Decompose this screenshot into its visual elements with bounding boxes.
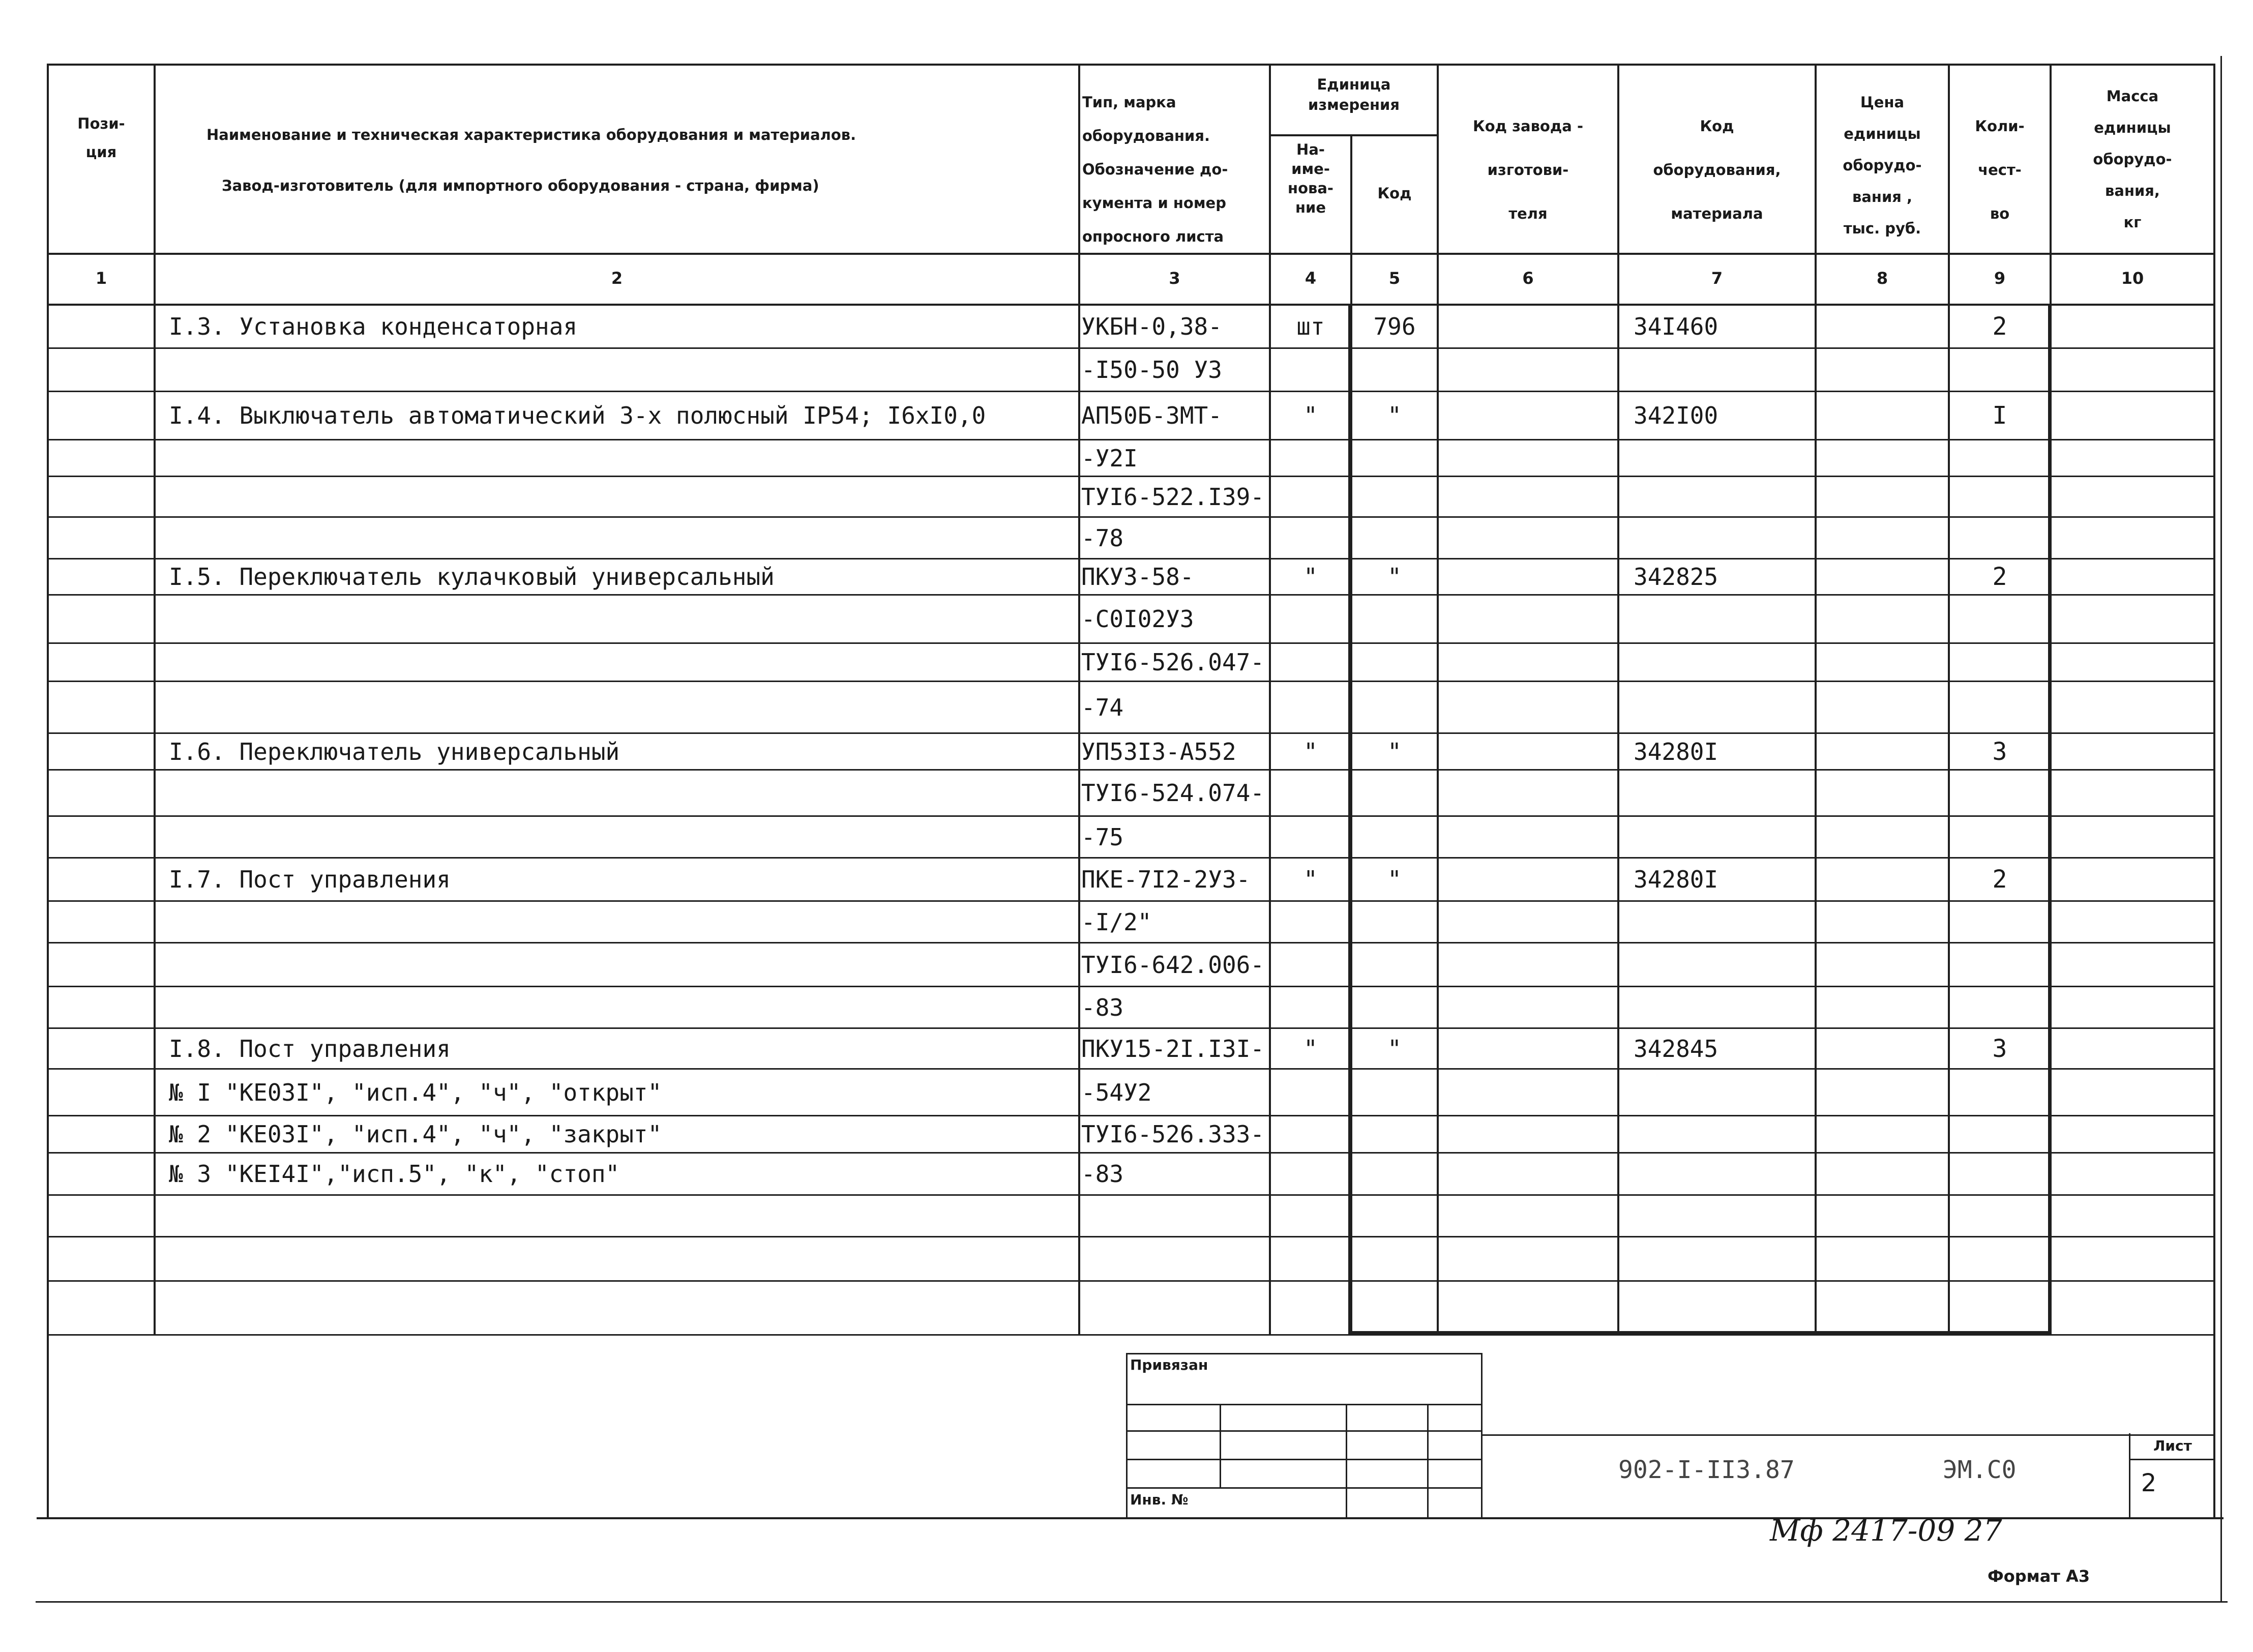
- row-unit: [1271, 771, 1350, 815]
- row-quantity: [1950, 902, 2050, 942]
- row-unit: [1271, 596, 1350, 642]
- row-quantity: [1950, 644, 2050, 681]
- row-quantity: [1950, 518, 2050, 558]
- row-equipment-code: 342845: [1634, 1035, 1718, 1063]
- row-name: [169, 349, 1074, 391]
- archive-stamp: Мф 2417-09 27: [1770, 1513, 2002, 1548]
- row-unit: ": [1303, 738, 1318, 765]
- col-number-2: 2: [611, 269, 623, 288]
- paper-format: Формат А3: [1988, 1567, 2090, 1586]
- inventory-label: Инв. №: [1130, 1491, 1189, 1508]
- row-quantity: [1950, 1238, 2050, 1280]
- row-unit-code: [1352, 1196, 1437, 1236]
- row-equipment-code: [1634, 596, 1812, 642]
- row-type: ТУI6-642.006-: [1081, 951, 1265, 979]
- row-unit: [1271, 441, 1350, 476]
- row-equipment-code: [1634, 1154, 1812, 1194]
- row-name: I.3. Установка конденсаторная: [169, 313, 578, 340]
- row-unit-code: 796: [1373, 313, 1416, 340]
- row-type: -75: [1081, 823, 1124, 851]
- col-number-5: 5: [1388, 269, 1401, 288]
- row-name: [169, 683, 1074, 732]
- row-name: [169, 1238, 1074, 1280]
- row-type: -83: [1081, 1160, 1124, 1188]
- row-divider: [47, 516, 2213, 518]
- row-equipment-code: [1634, 349, 1812, 391]
- row-divider: [47, 1194, 2213, 1196]
- row-type: [1081, 1282, 1267, 1334]
- row-quantity: [1950, 988, 2050, 1027]
- row-equipment-code: [1634, 1070, 1812, 1115]
- row-type: ТУI6-522.I39-: [1081, 483, 1265, 511]
- row-unit: шт: [1296, 313, 1325, 340]
- row-unit: [1271, 644, 1350, 681]
- linked-label: Привязан: [1130, 1356, 1208, 1373]
- row-unit: [1271, 817, 1350, 857]
- col-number-1: 1: [95, 269, 107, 288]
- row-type: АП50Б-3МТ-: [1081, 402, 1222, 429]
- header-equipment-code: Код оборудования, материала: [1653, 117, 1781, 222]
- row-unit-code: [1352, 988, 1437, 1027]
- row-name: I.8. Пост управления: [169, 1035, 451, 1063]
- row-divider: [47, 642, 2213, 644]
- row-quantity: [1950, 441, 2050, 476]
- row-equipment-code: 342I00: [1634, 402, 1718, 429]
- row-equipment-code: [1634, 902, 1812, 942]
- col-number-10: 10: [2121, 269, 2144, 288]
- row-unit: [1271, 1282, 1350, 1334]
- row-quantity: [1950, 349, 2050, 391]
- row-unit-code: [1352, 1117, 1437, 1152]
- document-code: ЭМ.С0: [1943, 1456, 2017, 1484]
- row-name: I.6. Переключатель универсальный: [169, 738, 620, 765]
- row-name: [169, 596, 1074, 642]
- row-equipment-code: [1634, 683, 1812, 732]
- row-unit: ": [1303, 402, 1318, 429]
- row-divider: [47, 1115, 2213, 1116]
- row-quantity: [1950, 1282, 2050, 1334]
- col-number-4: 4: [1305, 269, 1317, 288]
- row-type: ТУI6-526.333-: [1081, 1120, 1265, 1148]
- row-unit: ": [1303, 866, 1318, 893]
- row-type: [1081, 1196, 1267, 1236]
- row-equipment-code: 34I460: [1634, 313, 1718, 340]
- row-name: I.7. Пост управления: [169, 866, 451, 893]
- row-quantity: [1950, 771, 2050, 815]
- row-divider: [47, 769, 2213, 771]
- row-type: ПКУ15-2I.I3I-: [1081, 1035, 1265, 1063]
- header-unit-code: Код: [1377, 185, 1412, 202]
- header-factory-code: Код завода - изготови- теля: [1473, 117, 1583, 222]
- row-name: [169, 771, 1074, 815]
- header-unit-group: Единица измерения: [1308, 76, 1400, 113]
- row-divider: [47, 594, 2213, 596]
- row-divider: [47, 857, 2213, 859]
- row-type: ПКЕ-7I2-2УЗ-: [1081, 866, 1251, 893]
- header-unit-name: На- име- нова- ние: [1288, 141, 1333, 216]
- row-unit-code: ": [1387, 1035, 1402, 1063]
- row-equipment-code: [1634, 944, 1812, 986]
- row-unit-code: [1352, 1282, 1437, 1334]
- row-name: I.4. Выключатель автоматический 3-х полюсный IP54; I6хI0,0: [169, 402, 986, 429]
- row-unit: [1271, 1070, 1350, 1115]
- row-unit-code: [1352, 1070, 1437, 1115]
- row-type: [1081, 1238, 1267, 1280]
- row-quantity: 3: [1992, 738, 2007, 766]
- row-divider: [47, 900, 2213, 902]
- row-unit-code: ": [1387, 402, 1402, 429]
- row-divider: [47, 942, 2213, 943]
- row-type: -У2I: [1081, 445, 1138, 472]
- row-divider: [47, 815, 2213, 817]
- row-equipment-code: [1634, 988, 1812, 1027]
- row-unit-code: ": [1387, 563, 1402, 591]
- row-type: ТУI6-524.074-: [1081, 779, 1265, 807]
- col-number-7: 7: [1711, 269, 1723, 288]
- row-equipment-code: [1634, 518, 1812, 558]
- row-equipment-code: [1634, 817, 1812, 857]
- row-unit-code: [1352, 349, 1437, 391]
- row-type: -I/2": [1081, 908, 1152, 936]
- row-divider: [47, 986, 2213, 987]
- col-number-9: 9: [1994, 269, 2006, 288]
- row-unit-code: [1352, 944, 1437, 986]
- row-name: [169, 441, 1074, 476]
- row-unit-code: ": [1387, 738, 1402, 765]
- header-type: Тип, марка оборудования. Обозначение до- кумента и номер опросного листа: [1082, 94, 1228, 245]
- col-number-6: 6: [1522, 269, 1534, 288]
- row-unit-code: [1352, 441, 1437, 476]
- row-equipment-code: 342825: [1634, 563, 1718, 591]
- row-unit: [1271, 902, 1350, 942]
- row-equipment-code: [1634, 478, 1812, 516]
- row-type: -83: [1081, 994, 1124, 1021]
- row-name: [169, 988, 1074, 1027]
- row-name: [169, 944, 1074, 986]
- row-name: [169, 644, 1074, 681]
- row-unit: [1271, 1154, 1350, 1194]
- row-type: -74: [1081, 694, 1124, 721]
- row-equipment-code: [1634, 644, 1812, 681]
- row-unit: ": [1303, 563, 1318, 591]
- row-name: [169, 478, 1074, 516]
- row-unit-code: [1352, 817, 1437, 857]
- row-quantity: [1950, 1154, 2050, 1194]
- row-unit: [1271, 683, 1350, 732]
- row-unit: [1271, 1238, 1350, 1280]
- row-type: -78: [1081, 524, 1124, 552]
- row-divider: [47, 1236, 2213, 1237]
- row-divider: [47, 391, 2213, 392]
- row-quantity: 2: [1992, 865, 2007, 894]
- row-quantity: [1950, 1196, 2050, 1236]
- row-divider: [47, 439, 2213, 440]
- row-type: -С0I02УЗ: [1081, 605, 1194, 633]
- row-quantity: [1950, 596, 2050, 642]
- row-unit-code: [1352, 1238, 1437, 1280]
- col-number-3: 3: [1169, 269, 1180, 288]
- row-type: ТУI6-526.047-: [1081, 648, 1265, 676]
- col-number-8: 8: [1876, 269, 1888, 288]
- row-unit: [1271, 349, 1350, 391]
- header-unit-price: Цена единицы оборудо- вания , тыс. руб.: [1843, 94, 1922, 237]
- row-unit: [1271, 518, 1350, 558]
- header-quantity: Коли- чест- во: [1975, 117, 2025, 222]
- row-equipment-code: [1634, 1238, 1812, 1280]
- row-unit-code: [1352, 771, 1437, 815]
- row-unit-code: [1352, 902, 1437, 942]
- row-unit: [1271, 1117, 1350, 1152]
- row-equipment-code: 34280I: [1634, 866, 1718, 893]
- row-name: № I "КЕ03I", "исп.4", "ч", "открыт": [169, 1079, 662, 1106]
- row-equipment-code: [1634, 441, 1812, 476]
- row-quantity: [1950, 478, 2050, 516]
- row-name: [169, 1196, 1074, 1236]
- row-name: [169, 902, 1074, 942]
- row-divider: [47, 1027, 2213, 1029]
- row-name: [169, 518, 1074, 558]
- row-type: УП53I3-А552: [1081, 738, 1236, 765]
- row-divider: [47, 732, 2213, 734]
- header-position: Пози- ция: [77, 115, 125, 161]
- row-equipment-code: [1634, 1196, 1812, 1236]
- row-unit-code: [1352, 1154, 1437, 1194]
- row-quantity: 2: [1992, 563, 2007, 591]
- row-divider: [47, 558, 2213, 559]
- row-divider: [47, 1152, 2213, 1154]
- row-divider: [47, 1280, 2213, 1282]
- row-divider: [47, 1068, 2213, 1070]
- row-unit-code: ": [1387, 866, 1402, 893]
- document-number: 902-I-II3.87: [1618, 1456, 1795, 1484]
- row-quantity: [1950, 1117, 2050, 1152]
- row-name: № 3 "КЕI4I","исп.5", "к", "стоп": [169, 1160, 620, 1188]
- row-type: -54У2: [1081, 1079, 1152, 1106]
- row-quantity: I: [1992, 401, 2007, 430]
- row-divider: [47, 1334, 2213, 1336]
- row-equipment-code: 34280I: [1634, 738, 1718, 765]
- row-divider: [47, 347, 2213, 349]
- row-equipment-code: [1634, 1282, 1812, 1334]
- row-unit-code: [1352, 683, 1437, 732]
- row-unit: [1271, 1196, 1350, 1236]
- row-name: I.5. Переключатель кулачковый универсальный: [169, 563, 775, 591]
- row-type: -I50-50 УЗ: [1081, 356, 1222, 383]
- row-quantity: 3: [1992, 1035, 2007, 1063]
- row-divider: [47, 476, 2213, 477]
- row-divider: [47, 681, 2213, 682]
- row-equipment-code: [1634, 771, 1812, 815]
- row-unit: ": [1303, 1035, 1318, 1063]
- row-unit: [1271, 478, 1350, 516]
- row-equipment-code: [1634, 1117, 1812, 1152]
- row-unit-code: [1352, 478, 1437, 516]
- sheet-label: Лист: [2153, 1437, 2192, 1454]
- row-unit-code: [1352, 596, 1437, 642]
- row-quantity: [1950, 683, 2050, 732]
- row-name: № 2 "КЕ03I", "исп.4", "ч", "закрыт": [169, 1120, 662, 1148]
- row-unit: [1271, 988, 1350, 1027]
- row-name: [169, 1282, 1074, 1334]
- sheet-number: 2: [2141, 1469, 2157, 1497]
- row-quantity: [1950, 1070, 2050, 1115]
- row-quantity: [1950, 944, 2050, 986]
- row-unit: [1271, 944, 1350, 986]
- row-quantity: 2: [1992, 312, 2007, 341]
- header-unit-mass: Масса единицы оборудо- вания, кг: [2093, 87, 2172, 231]
- row-unit-code: [1352, 644, 1437, 681]
- row-type: УКБН-0,38-: [1081, 313, 1222, 340]
- row-quantity: [1950, 817, 2050, 857]
- header-name: Наименование и техническая характеристика оборудования и материалов. Завод-изготовитель (для импортного оборудования - страна, фирма): [206, 126, 856, 194]
- row-unit-code: [1352, 518, 1437, 558]
- row-name: [169, 817, 1074, 857]
- row-type: ПКУЗ-58-: [1081, 563, 1194, 591]
